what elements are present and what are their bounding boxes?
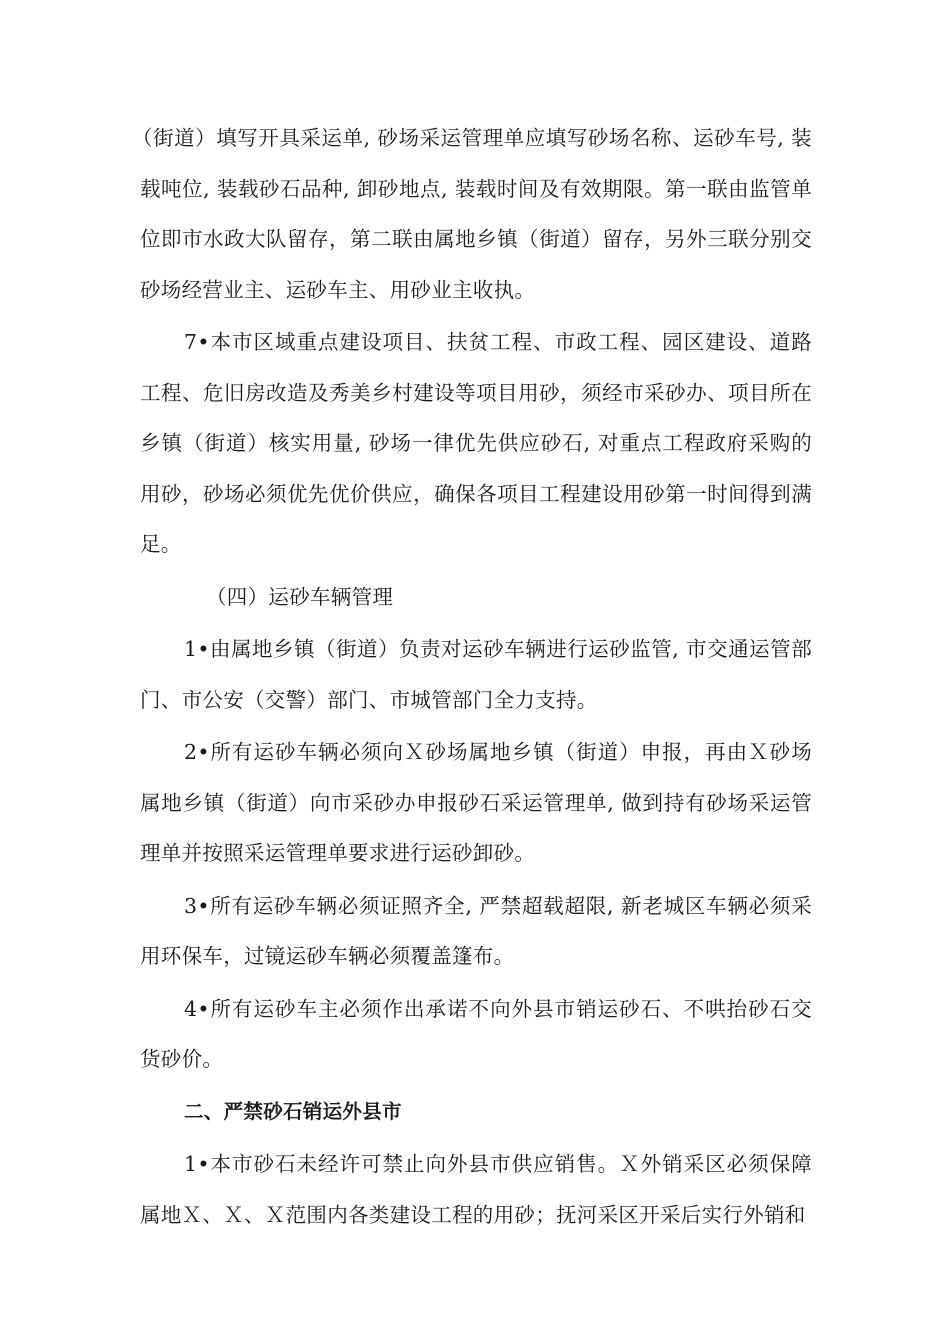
- paragraph-item-3: 3•所有运砂车辆必须证照齐全, 严禁超载超限, 新老城区车辆必须采用环保车，过镜运砂车辆必须覆盖篷布。: [140, 893, 812, 968]
- paragraph-item-4: 4•所有运砂车主必须作出承诺不向外县市销运砂石、不哄抬砂石交货砂价。: [140, 996, 812, 1071]
- section-heading-ban-export: 二、严禁砂石销运外县市: [184, 1099, 402, 1123]
- section-heading-vehicle-management: （四）运砂车辆管理: [206, 584, 394, 609]
- paragraph-item-7: 7•本市区域重点建设项目、扶贫工程、市政工程、园区建设、道路工程、危旧房改造及秀美乡村建设等项目用砂，须经市采砂办、项目所在乡镇（街道）核实用量, 砂场一律优先供应砂石, 对重点工程政府采购的用砂，砂场必须优先优价供应，确保各项目工程建设用砂第一时间得到满足。: [140, 330, 812, 556]
- paragraph-item-1: 1•由属地乡镇（街道）负责对运砂车辆进行运砂监管, 市交通运管部门、市公安（交警）部门、市城管部门全力支持。: [140, 637, 812, 712]
- paragraph-item-2: 2•所有运砂车辆必须向Ｘ砂场属地乡镇（街道）申报，再由Ｘ砂场属地乡镇（街道）向市采砂办申报砂石采运管理单, 做到持有砂场采运管理单并按照采运管理单要求进行运砂卸砂。: [140, 740, 812, 865]
- paragraph-export-item-1: 1•本市砂石未经许可禁止向外县市供应销售。Ｘ外销采区必须保障属地Ｘ、Ｘ、Ｘ范围内各类建设工程的用砂；抚河采区开采后实行外销和: [140, 1152, 812, 1227]
- document-body: [132, 113, 812, 1242]
- paragraph-transport-form: （街道）填写开具采运单, 砂场采运管理单应填写砂场名称、运砂车号, 装载吨位, 装载砂石品种, 卸砂地点, 装载时间及有效期限。第一联由监管单位即市水政大队留存，第二联由属地乡镇（街道）留存，另外三联分别交砂场经营业主、运砂车主、用砂业主收执。: [132, 126, 812, 302]
